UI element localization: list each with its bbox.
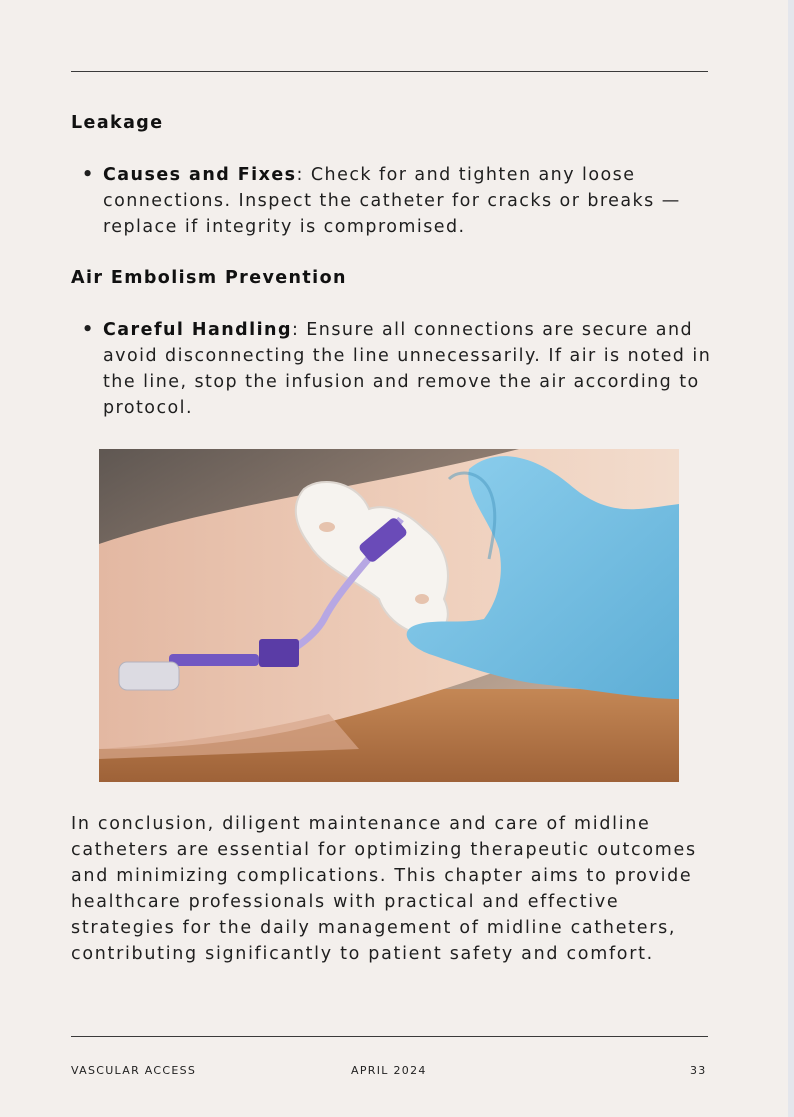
catheter-illustration xyxy=(99,449,679,782)
bullet-dot: • xyxy=(82,165,95,185)
bullet-term: Careful Handling xyxy=(103,320,292,340)
footer-date: APRIL 2024 xyxy=(351,1064,427,1077)
leakage-list xyxy=(71,162,721,240)
bullet-text: : Ensure all connections are secure and avoid disconnecting the line unnecessarily. If air is noted in the line, stop the infusion and remove the air according to protocol. xyxy=(103,320,712,418)
section-heading-air-embolism: Air Embolism Prevention xyxy=(71,268,347,288)
page-edge xyxy=(788,0,794,1117)
footer-page-number: 33 xyxy=(690,1064,707,1077)
bullet-text: : Check for and tighten any loose connections. Inspect the catheter for cracks or breaks — replace if integrity is compromised. xyxy=(103,165,681,237)
list-item xyxy=(71,162,721,240)
bottom-divider xyxy=(71,1036,708,1037)
section-heading-leakage: Leakage xyxy=(71,113,164,133)
bullet-dot: • xyxy=(82,320,95,340)
top-divider xyxy=(71,71,708,72)
catheter-photo xyxy=(99,449,679,782)
footer-publication: VASCULAR ACCESS xyxy=(71,1064,197,1077)
bullet-term: Causes and Fixes xyxy=(103,165,297,185)
air-embolism-list xyxy=(71,317,721,421)
conclusion-paragraph: In conclusion, diligent maintenance and care of midline catheters are essential for optimizing therapeutic outcomes and minimizing complications. This chapter aims to provide healthcare professionals with practical and effective strategies for the daily management of midline catheters, contributing significantly to patient safety and comfort. xyxy=(71,814,697,964)
list-item xyxy=(71,317,721,421)
